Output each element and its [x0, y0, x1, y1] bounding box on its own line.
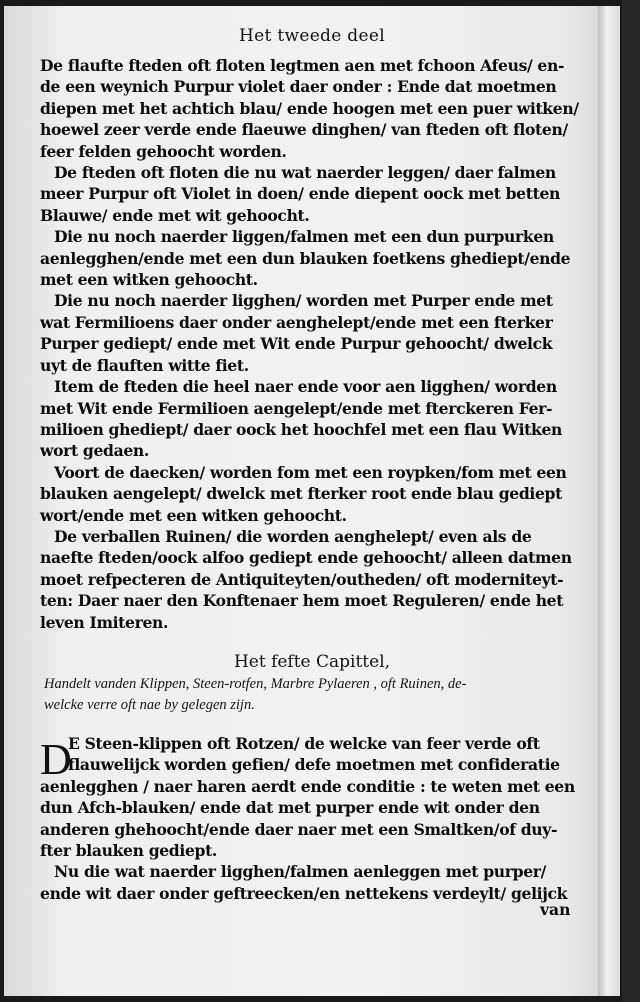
text-line: flauwelijck worden gefien/ defe moetmen met confideratie — [68, 755, 560, 775]
text-line: Die nu noch naerder liggen/falmen met een dun purpurken — [54, 227, 554, 247]
text-line: Die nu noch naerder ligghen/ worden met Purper ende met — [54, 291, 553, 311]
text-line: Item de fteden die heel naer ende voor aen ligghen/ worden — [54, 377, 557, 397]
text-line: meer Purpur oft Violet in doen/ ende diepent oock met betten — [40, 184, 561, 204]
text-line: Purper gediept/ ende met Wit ende Purpur gehoocht/ dwelck — [40, 334, 553, 354]
text-line: diepen met het achtich blau/ ende hoogen met een puer witken/ — [40, 98, 579, 118]
text-line: uyt de flauften witte fiet. — [40, 355, 249, 375]
text-line: wort gedaen. — [40, 441, 149, 461]
text-line: ten: Daer naer den Konftenaer hem moet Reguleren/ ende het — [40, 591, 564, 611]
book-page — [4, 6, 620, 996]
text-line: met Wit ende Fermilioen aengelept/ende met fterckeren Fer- — [40, 398, 553, 418]
text-line: Blauwe/ ende met wit gehoocht. — [40, 205, 310, 225]
text-line: feer felden gehoocht worden. — [40, 141, 287, 161]
chapter-body-text — [40, 733, 580, 904]
text-line: hoewel zeer verde ende flaeuwe dinghen/ van fteden oft floten/ — [40, 120, 568, 140]
text-line: blauken aengelept/ dwelck met fterker root ende blau gediept — [40, 484, 562, 504]
text-line: naefte fteden/oock alfoo gediept ende gehoocht/ alleen datmen — [40, 548, 572, 568]
text-line: E Steen-klippen oft Rotzen/ de welcke van feer verde oft — [68, 734, 540, 753]
subtitle-line: welcke verre oft nae by gelegen zijn. — [44, 697, 255, 714]
text-line: De fteden oft floten die nu wat naerder leggen/ daer falmen — [54, 163, 556, 183]
subtitle-line: Handelt vanden Klippen, Steen-rotfen, Marbre Pylaeren , oft Ruinen, de- — [44, 676, 467, 692]
text-line: De verballen Ruinen/ die worden aenghelept/ even als de — [54, 526, 532, 546]
text-line: de een weynich Purpur violet daer onder : Ende dat moetmen — [40, 77, 557, 97]
text-line: Nu die wat naerder ligghen/falmen aenleggen met purper/ — [54, 862, 546, 882]
text-line: milioen ghediept/ daer oock het hoochfel met een flau Witken — [40, 419, 563, 439]
chapter-heading: Het fefte Capittel, — [233, 652, 391, 672]
text-line: moet refpecteren de Antiquiteyten/outheden/ oft moderniteyt- — [40, 569, 564, 589]
text-line: met een witken gehoocht. — [40, 270, 258, 290]
text-line: leven Imiteren. — [40, 612, 169, 632]
page-gutter — [598, 6, 620, 996]
text-line: fter blauken gediept. — [40, 841, 217, 861]
text-line: dun Afch-blauken/ ende dat met purper ende wit onder den — [40, 798, 540, 818]
drop-cap: D — [40, 735, 72, 784]
text-line: aenlegghen / naer haren aerdt ende conditie : te weten met een — [40, 776, 575, 796]
running-header: Het tweede deel — [239, 26, 385, 46]
catchword: van — [540, 900, 571, 919]
text-line: ende wit daer onder geftreecken/en nettekens verdeylt/ gelijck — [40, 883, 568, 903]
chapter-subtitle — [44, 674, 584, 717]
page-shadow-edge — [622, 0, 640, 1002]
text-line: De flaufte fteden oft floten legtmen aen met fchoon Afeus/ en- — [40, 56, 565, 75]
text-line: Voort de daecken/ worden fom met een roypken/fom met een — [54, 462, 567, 482]
text-line: wort/ende met een witken gehoocht. — [40, 505, 347, 525]
text-line: wat Fermilioens daer onder aenghelept/ende met een fterker — [40, 312, 553, 332]
text-line: aenlegghen/ende met een dun blauken foetkens ghediept/ende — [40, 248, 571, 268]
text-line: anderen ghehoocht/ende daer naer met een Smaltken/of duy- — [40, 819, 558, 839]
body-text — [40, 55, 580, 633]
